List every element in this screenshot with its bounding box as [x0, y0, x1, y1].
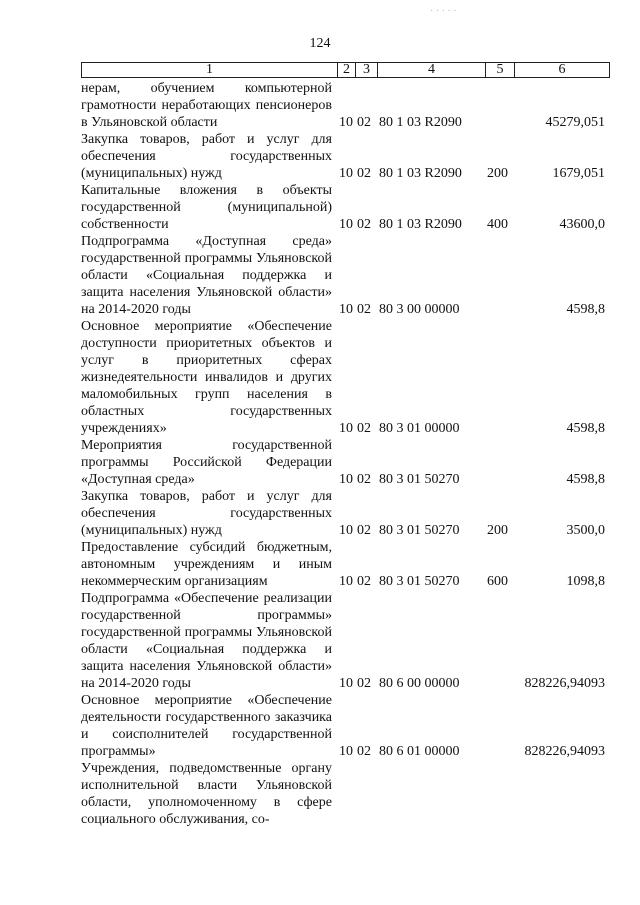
header-col-6: 6 — [514, 63, 609, 77]
header-col-2: 2 — [337, 63, 355, 77]
row-description: Подпрограмма «Обеспечение реализации государственной программы» государственной программы Ульяновской области «Социальная поддержка и защита населения Ульяновской области» на 2014-2020 годы — [81, 591, 332, 691]
row-amount: 4598,8 — [566, 472, 605, 487]
scan-speck: · · · · · — [430, 6, 457, 17]
table-row — [81, 131, 610, 182]
section-code: 10 — [339, 115, 353, 130]
target-item-code: 80 1 03 R2090 — [379, 115, 462, 130]
expense-type-code — [487, 420, 516, 437]
row-description: Закупка товаров, работ и услуг для обеспечения государственных (муниципальных) нужд — [81, 132, 332, 181]
target-item-code: 80 3 01 50270 — [379, 472, 460, 487]
row-description: Основное мероприятие «Обеспечение доступности приоритетных объектов и услуг в приоритетных сферах жизнедеятельности инвалидов и других маломобильных групп населения в областных государственных учреждениях» — [81, 319, 332, 436]
table-header — [81, 62, 610, 78]
table-row — [81, 437, 610, 488]
row-description: Основное мероприятие «Обеспечение деятельности государственного заказчика и соисполнителей государственной программы» — [81, 693, 332, 759]
expense-type-code: 600 — [487, 574, 508, 589]
expense-type-code — [487, 743, 516, 760]
row-amount: 43600,0 — [559, 217, 605, 232]
row-amount: 45279,051 — [545, 115, 605, 130]
expense-type-code: 200 — [487, 523, 508, 538]
row-codes — [336, 743, 516, 760]
section-code: 10 — [339, 472, 353, 487]
row-codes — [336, 573, 516, 590]
subsection-code: 02 — [357, 302, 371, 317]
row-description: Учреждения, подведомственные органу исполнительной власти Ульяновской области, уполномоченному в сфере социального обслуживания, со- — [81, 761, 332, 827]
header-col-5: 5 — [485, 63, 514, 77]
row-amount: 4598,8 — [566, 421, 605, 436]
target-item-code: 80 1 03 R2090 — [379, 166, 462, 181]
row-description: нерам, обучением компьютерной грамотности неработающих пенсионеров в Ульяновской области — [81, 81, 332, 130]
expense-type-code — [487, 114, 516, 131]
expense-type-code: 200 — [487, 166, 508, 181]
row-amount: 1679,051 — [552, 166, 605, 181]
row-codes — [336, 216, 516, 233]
budget-table — [81, 80, 610, 828]
section-code: 10 — [339, 421, 353, 436]
row-amount: 3500,0 — [566, 523, 605, 538]
row-amount: 828226,94093 — [524, 676, 605, 691]
subsection-code: 02 — [357, 166, 371, 181]
row-amount: 4598,8 — [566, 302, 605, 317]
expense-type-code — [487, 301, 516, 318]
table-row — [81, 80, 610, 131]
row-amount: 828226,94093 — [524, 744, 605, 759]
row-codes — [336, 420, 516, 437]
table-row — [81, 539, 610, 590]
header-col-1: 1 — [206, 62, 213, 77]
subsection-code: 02 — [357, 676, 371, 691]
section-code: 10 — [339, 217, 353, 232]
subsection-code: 02 — [357, 421, 371, 436]
subsection-code: 02 — [357, 744, 371, 759]
subsection-code: 02 — [357, 115, 371, 130]
target-item-code: 80 3 01 50270 — [379, 523, 460, 538]
target-item-code: 80 6 00 00000 — [379, 676, 460, 691]
subsection-code: 02 — [357, 472, 371, 487]
section-code: 10 — [339, 744, 353, 759]
row-codes — [336, 165, 516, 182]
row-description: Подпрограмма «Доступная среда» государственной программы Ульяновской области «Социальная поддержка и защита населения Ульяновской области» на 2014-2020 годы — [81, 234, 332, 317]
row-amount: 1098,8 — [566, 574, 605, 589]
table-row — [81, 488, 610, 539]
table-row — [81, 318, 610, 437]
table-row — [81, 182, 610, 233]
section-code: 10 — [339, 523, 353, 538]
target-item-code: 80 1 03 R2090 — [379, 217, 462, 232]
row-codes — [336, 522, 516, 539]
expense-type-code: 400 — [487, 217, 508, 232]
section-code: 10 — [339, 574, 353, 589]
expense-type-code — [487, 675, 516, 692]
table-row — [81, 760, 610, 828]
table-row — [81, 692, 610, 760]
target-item-code: 80 3 01 00000 — [379, 421, 460, 436]
section-code: 10 — [339, 302, 353, 317]
row-description: Мероприятия государственной программы Российской Федерации «Доступная среда» — [81, 438, 332, 487]
target-item-code: 80 3 00 00000 — [379, 302, 460, 317]
section-code: 10 — [339, 166, 353, 181]
row-codes — [336, 675, 516, 692]
page-number: 124 — [309, 36, 331, 51]
expense-type-code — [487, 471, 516, 488]
target-item-code: 80 6 01 00000 — [379, 744, 460, 759]
row-description: Закупка товаров, работ и услуг для обеспечения государственных (муниципальных) нужд — [81, 489, 332, 538]
row-description: Предоставление субсидий бюджетным, автономным учреждениям и иным некоммерческим организациям — [81, 540, 332, 589]
subsection-code: 02 — [357, 523, 371, 538]
section-code: 10 — [339, 676, 353, 691]
row-codes — [336, 114, 516, 131]
row-codes — [336, 471, 516, 488]
header-col-4: 4 — [377, 63, 485, 77]
target-item-code: 80 3 01 50270 — [379, 574, 460, 589]
subsection-code: 02 — [357, 574, 371, 589]
row-description: Капитальные вложения в объекты государственной (муниципальной) собственности — [81, 183, 332, 232]
table-row — [81, 590, 610, 692]
row-codes — [336, 301, 516, 318]
table-row — [81, 233, 610, 318]
subsection-code: 02 — [357, 217, 371, 232]
header-col-3: 3 — [355, 63, 377, 77]
